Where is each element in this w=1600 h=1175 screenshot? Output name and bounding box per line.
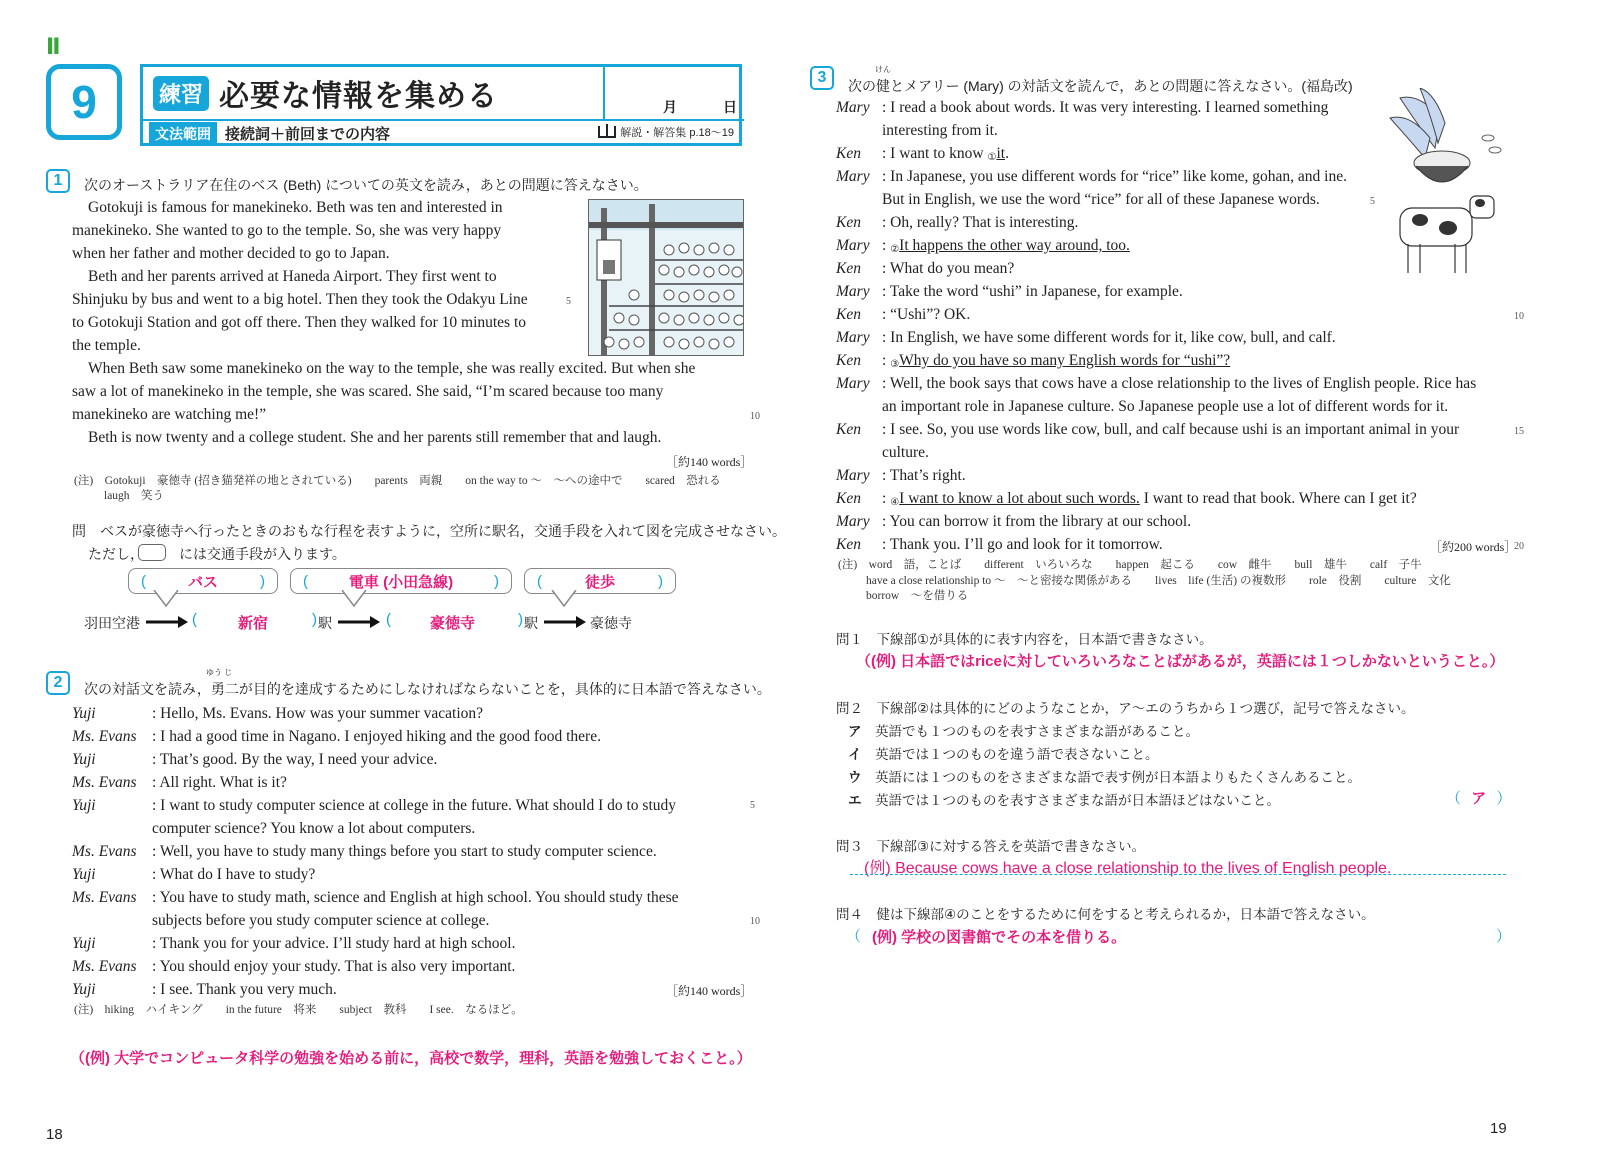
page-number-left: 18 xyxy=(46,1126,63,1143)
book-icon xyxy=(598,126,616,138)
q2-dialogue-line: Ms. Evans : Well, you have to study many things before you start to study computer science. xyxy=(72,843,657,860)
q3-line-6: Ken : Oh, really? That is interesting. xyxy=(836,214,1079,231)
q3-answer-4-open: （ xyxy=(846,928,862,945)
q2-dialogue-line: Yuji : What do I have to study? xyxy=(72,866,316,883)
q3-line-15: Ken : I see. So, you use words like cow, bull, and calf because ushi is an important animal in your xyxy=(836,421,1460,438)
route-eki-2: 駅 xyxy=(524,615,538,631)
answer-bus: バス xyxy=(187,573,218,591)
q2-instruction: 次の対話文を読み，勇二が目的を達成するためにしなければならないことを，具体的に日本語で答えなさい。 xyxy=(84,681,771,697)
q3-line-number-20: 20 xyxy=(1514,541,1524,552)
q1-note-l2: laugh 笑う xyxy=(104,490,165,502)
q1-para2-l4: the temple. xyxy=(72,337,141,354)
q2-dialogue-line: Yuji : Hello, Ms. Evans. How was your summer vacation? xyxy=(72,705,484,722)
q3-option-a: ア 英語でも１つのものを表すさまざまな語があること。 xyxy=(848,724,1199,739)
unit-number: 9 xyxy=(46,64,122,140)
speech-bubble-icon xyxy=(138,544,166,561)
q3-line-1: Mary : I read a book about words. It was very interesting. I learned something xyxy=(836,99,1329,116)
q3-ruby: けん xyxy=(875,65,891,74)
page-number-right: 19 xyxy=(1490,1120,1507,1137)
answer-walk: 徒歩 xyxy=(584,573,615,591)
q3-option-d: エ 英語では１つのものを表すさまざまな語が日本語ほどはないこと。 xyxy=(848,793,1280,808)
q2-answer: （(例) 大学でコンピュータ科学の勉強を始める前に，高校で数学，理科，英語を勉強しておくこと。） xyxy=(70,1050,752,1067)
day-label: 日 xyxy=(723,99,737,115)
q3-line-12: Ken : $_③$Why do you have so many English words for “ushi”? xyxy=(836,352,1231,370)
q2-line-number-5: 5 xyxy=(750,800,755,811)
q3-option-b: イ 英語では１つのものを違う語で表さないこと。 xyxy=(848,747,1159,762)
q1-para2-l3: to Gotokuji Station and got off there. Then they walked for 10 minutes to xyxy=(72,314,527,331)
transport-bubble-1: ( バス ) xyxy=(128,568,278,594)
q3-sub4: 問４ 健は下線部④のことをするために何をすると考えられるか，日本語で答えなさい。 xyxy=(836,907,1375,922)
question-3-number: 3 xyxy=(810,66,834,90)
q2-dialogue-line: Yuji : That’s good. By the way, I need your advice. xyxy=(72,751,438,768)
q3-line-10: Ken : “Ushi”? OK. xyxy=(836,306,971,323)
q3-line-4: Mary : In Japanese, you use different words for “rice” like kome, gohan, and ine. xyxy=(836,168,1347,185)
q1-para3-l1: When Beth saw some manekineko on the way to the temple, she was really excited. But when she xyxy=(88,360,696,377)
q1-para1-l2: manekineko. She wanted to go to the temple. So, she was very happy xyxy=(72,222,502,239)
q1-para2-l2: Shinjuku by bus and went to a big hotel. Then they took the Odakyu Line xyxy=(72,291,528,308)
q3-line-2: interesting from it. xyxy=(882,122,998,139)
q1-para3-l3: manekineko are watching me!” xyxy=(72,406,267,423)
route-eki-1: 駅 xyxy=(318,615,332,631)
q3-line-20: Ken : Thank you. I’ll go and look for it tomorrow. xyxy=(836,536,1163,553)
date-field xyxy=(603,67,744,121)
q3-line-number-15: 15 xyxy=(1514,426,1524,437)
q1-para4-l1: Beth is now twenty and a college student. She and her parents still remember that and laugh. xyxy=(88,429,662,446)
route-gotokuji: 豪徳寺 xyxy=(590,615,632,631)
question-1-number: 1 xyxy=(46,169,70,193)
q2-dialogue-line: subjects before you study computer science at college. xyxy=(152,912,490,929)
question-2-number: 2 xyxy=(46,671,70,695)
route-paren-close-2: ) xyxy=(518,611,523,628)
q3-instruction: 次の健とメアリー (Mary) の対話文を読んで，あとの問題に答えなさい。(福島改) xyxy=(848,78,1353,94)
q2-dialogue-line: Ms. Evans : All right. What is it? xyxy=(72,774,287,791)
q3-note-l2: have a close relationship to ～ ～と密接な関係がある lives life (生活) の複数形 role 役割 culture 文化 xyxy=(866,575,1451,587)
q3-line-number-5: 5 xyxy=(1370,196,1375,207)
q3-sub2: 問２ 下線部②は具体的にどのようなことか，ア～エのうちから１つ選び，記号で答えなさい。 xyxy=(836,701,1415,716)
q3-line-number-10: 10 xyxy=(1514,311,1524,322)
page-title: 必要な情報を集める xyxy=(219,80,499,113)
q3-wordcount: ［約200 words］ xyxy=(1430,540,1517,554)
q2-dialogue-line: Yuji : Thank you for your advice. I’ll study hard at high school. xyxy=(72,935,516,952)
answer-shinjuku: 新宿 xyxy=(238,615,269,632)
line-number-10: 10 xyxy=(750,411,760,422)
q2-dialogue-line: Yuji : I want to study computer science at college in the future. What should I do to study xyxy=(72,797,677,814)
q1-para1-l1: Gotokuji is famous for manekineko. Beth was ten and interested in xyxy=(88,199,503,216)
q3-line-17: Mary : That’s right. xyxy=(836,467,966,484)
q3-line-9: Mary : Take the word “ushi” in Japanese, for example. xyxy=(836,283,1183,300)
q3-answer-1: （(例) 日本語ではriceに対していろいろなことばがあるが，英語には１つしかないということ。） xyxy=(856,653,1505,670)
q2-dialogue-line: Ms. Evans : I had a good time in Nagano. I enjoyed hiking and the good food there. xyxy=(72,728,601,745)
q3-option-c: ウ 英語には１つのものをさまざまな語で表す例が日本語よりもたくさんあること。 xyxy=(848,770,1361,785)
q3-line-3: Ken : I want to know $_①$it. xyxy=(836,145,1009,163)
transport-bubble-2: ( 電車 (小田急線) ) xyxy=(290,568,512,594)
q2-dialogue-line: Yuji : I see. Thank you very much. xyxy=(72,981,337,998)
q1-question-note: ただし， には交通手段が入ります。 xyxy=(88,546,346,562)
route-haneda: 羽田空港 xyxy=(84,615,140,631)
q1-note-l1: (注) Gotokuji 豪徳寺 (招き猫発祥の地とされている) parents 両親 on the way to ～ ～への途中で scared 恐れる xyxy=(74,475,721,487)
temple-illustration xyxy=(588,199,744,356)
q3-line-16: culture. xyxy=(882,444,929,461)
q3-line-8: Ken : What do you mean? xyxy=(836,260,1015,277)
q1-para2-l1: Beth and her parents arrived at Haneda Airport. They first went to xyxy=(88,268,497,285)
answer-gotokuji-station: 豪徳寺 xyxy=(430,615,476,632)
q2-wordcount: ［約140 words］ xyxy=(666,984,753,998)
q3-sub1: 問１ 下線部①が具体的に表す内容を，日本語で書きなさい。 xyxy=(836,632,1213,647)
answer-ref-text: 解説・解答集 p.18～19 xyxy=(620,127,734,139)
rice-and-cow-illustration xyxy=(1380,88,1510,278)
q3-line-18: Ken : $_④$I want to know a lot about such words. I want to read that book. Where can I get it? xyxy=(836,490,1417,508)
part-numeral: Ⅱ xyxy=(46,34,61,59)
q3-line-5: But in English, we use the word “rice” for all of these Japanese words. xyxy=(882,191,1320,208)
answer-dashed-line xyxy=(850,874,1506,875)
q3-sub3: 問３ 下線部③に対する答えを英語で書きなさい。 xyxy=(836,839,1146,854)
q3-answer-4: (例) 学校の図書館でその本を借りる。 xyxy=(872,929,1127,946)
q1-question: 問 ベスが豪徳寺へ行ったときのおもな行程を表すように，空所に駅名，交通手段を入れて図を完成させなさい。 xyxy=(72,523,786,539)
route-paren-open-2: ( xyxy=(386,611,391,628)
q3-line-14: an important role in Japanese culture. So Japanese people use a lot of different words for it. xyxy=(882,398,1449,415)
q3-line-7: Mary : $_②$It happens the other way around, too. xyxy=(836,237,1130,255)
route-paren-open-1: ( xyxy=(192,611,197,628)
transport-bubble-3: ( 徒歩 ) xyxy=(524,568,676,594)
answer-train: 電車 (小田急線) xyxy=(348,573,454,591)
q2-ruby: ゆう じ xyxy=(206,668,233,677)
line-number-5: 5 xyxy=(566,296,571,307)
grammar-range: 接続詞＋前回までの内容 xyxy=(225,126,391,143)
practice-tag: 練習 xyxy=(153,76,209,111)
q3-line-13: Mary : Well, the book says that cows have a close relationship to the lives of English people. Rice has xyxy=(836,375,1477,392)
q3-answer-2: （ ア ） xyxy=(1446,790,1512,807)
q2-line-number-10: 10 xyxy=(750,916,760,927)
answer-reference xyxy=(598,124,734,140)
q3-answer-3: (例) Because cows have a close relationship to the lives of English people. xyxy=(864,860,1392,877)
q1-wordcount: ［約140 words］ xyxy=(666,455,753,469)
q2-dialogue-line: Ms. Evans : You should enjoy your study. That is also very important. xyxy=(72,958,516,975)
q1-instruction: 次のオーストラリア在住のベス (Beth) についての英文を読み，あとの問題に答えなさい。 xyxy=(84,177,648,193)
q2-dialogue-line: Ms. Evans : You have to study math, science and English at high school. You should study these xyxy=(72,889,679,906)
month-label: 月 xyxy=(663,99,677,115)
q3-line-11: Mary : In English, we have some different words for it, like cow, bull, and calf. xyxy=(836,329,1336,346)
q3-line-19: Mary : You can borrow it from the library at our school. xyxy=(836,513,1192,530)
q3-note-l3: borrow ～を借りる xyxy=(866,590,969,602)
q2-dialogue-line: computer science? You know a lot about computers. xyxy=(152,820,476,837)
q3-note-l1: (注) word 語，ことば different いろいろな happen 起こる cow 雌牛 bull 雄牛 calf 子牛 xyxy=(838,559,1422,571)
route-paren-close-1: ) xyxy=(312,611,317,628)
q1-para3-l2: saw a lot of manekineko in the temple, she was scared. She said, “I’m scared because too many xyxy=(72,383,664,400)
grammar-label: 文法範囲 xyxy=(149,122,217,146)
q3-answer-4-close: ） xyxy=(1496,928,1512,945)
title-box xyxy=(140,64,742,146)
q1-para1-l3: when her father and mother decided to go to Japan. xyxy=(72,245,390,262)
q2-note: (注) hiking ハイキング in the future 将来 subject 教科 I see. なるほど。 xyxy=(74,1004,523,1016)
manekineko-temple-image xyxy=(589,200,743,355)
